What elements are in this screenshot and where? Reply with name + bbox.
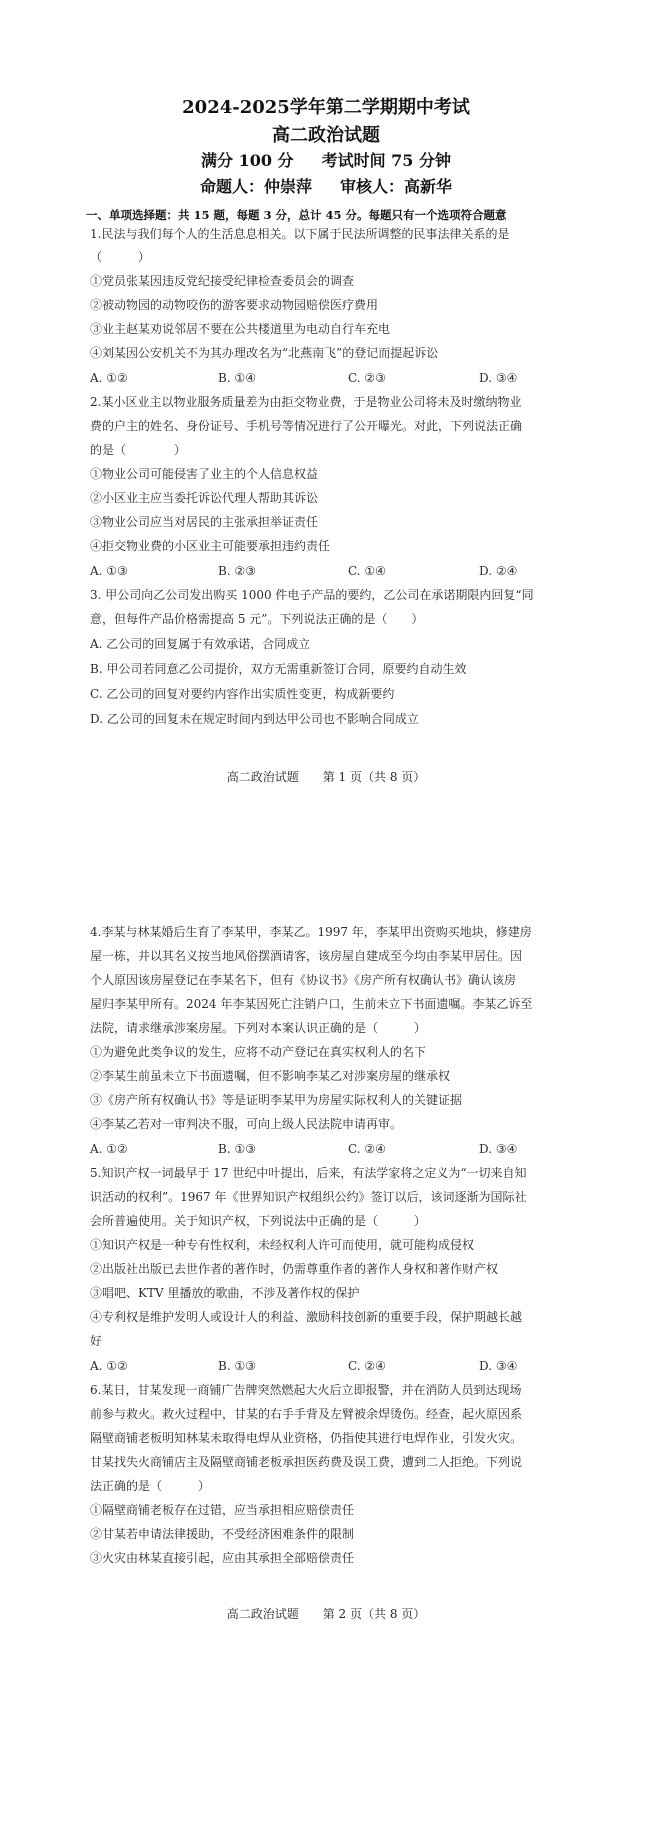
option-d[interactable]: D. ②④ [479, 564, 518, 578]
q5-stem: 5.知识产权一词最早于 17 世纪中叶提出，后来，有法学家将之定义为“一切来自知 [90, 1166, 527, 1180]
option-c[interactable]: C. ②④ [348, 1142, 386, 1156]
exam-subject: 高二政治试题 [272, 125, 380, 146]
exam-authors [0, 174, 652, 197]
q5-item: ①知识产权是一种专有性权利，未经权利人许可而使用，就可能构成侵权 [90, 1238, 475, 1252]
q1-item: ①党员张某因违反党纪接受纪律检查委员会的调查 [90, 274, 355, 288]
q2-item: ①物业公司可能侵害了业主的个人信息权益 [90, 467, 319, 481]
q5-item: ②出版社出版已去世作者的著作时，仍需尊重作者的著作人身权和著作财产权 [90, 1262, 499, 1276]
page-footer: 高二政治试题 第 1 页（共 8 页） [226, 770, 426, 784]
page-footer: 高二政治试题 第 2 页（共 8 页） [226, 1607, 426, 1621]
option-b[interactable]: B. ①④ [218, 371, 256, 385]
q6-item: ③火灾由林某直接引起，应由其承担全部赔偿责任 [90, 1551, 355, 1565]
q6-item: ①隔壁商铺老板存在过错，应当承担相应赔偿责任 [90, 1503, 355, 1517]
q3-stem: 3. 甲公司向乙公司发出购买 1000 件电子产品的要约，乙公司在承诺期限内回复“同 [90, 588, 534, 602]
q1-item: ④刘某因公安机关不为其办理改名为“北燕南飞”的登记而提起诉讼 [90, 346, 439, 360]
option-b[interactable]: B. ①③ [218, 1359, 256, 1373]
q2-item: ②小区业主应当委托诉讼代理人帮助其诉讼 [90, 491, 319, 505]
q3-option-a[interactable]: A. 乙公司的回复属于有效承诺，合同成立 [90, 637, 311, 651]
q2-stem: 的是（ ） [90, 443, 187, 457]
q1-stem: 1.民法与我们每个人的生活息息相关。以下属于民法所调整的民事法律关系的是 [90, 227, 510, 241]
option-a[interactable]: A. ①③ [90, 564, 128, 578]
q4-item: ②李某生前虽未立下书面遗嘱，但不影响李某乙对涉案房屋的继承权 [90, 1069, 451, 1083]
q3-option-d[interactable]: D. 乙公司的回复未在规定时间内到达甲公司也不影响合同成立 [90, 712, 419, 726]
q6-stem: 6.某日，甘某发现一商铺广告牌突然燃起大火后立即报警，并在消防人员到达现场 [90, 1383, 522, 1397]
q6-stem: 前参与救火。救火过程中，甘某的右手手背及左臂被余焊烫伤。经查，起火原因系 [90, 1407, 523, 1421]
option-a[interactable]: A. ①② [90, 1142, 128, 1156]
exam-page-1 [0, 0, 652, 880]
q1-item: ③业主赵某劝说邻居不要在公共楼道里为电动自行车充电 [90, 322, 391, 336]
exam-title: 2024-2025学年第二学期期中考试 [182, 97, 470, 118]
q3-option-c[interactable]: C. 乙公司的回复对要约内容作出实质性变更，构成新要约 [90, 687, 395, 701]
option-b[interactable]: B. ②③ [218, 564, 256, 578]
q6-stem: 隔壁商铺老板明知林某未取得电焊从业资格，仍指使其进行电焊作业，引发火灾。 [90, 1431, 523, 1445]
exam-page-2 [0, 880, 652, 1842]
q2-item: ③物业公司应当对居民的主张承担举证责任 [90, 515, 319, 529]
option-a[interactable]: A. ①② [90, 371, 128, 385]
option-c[interactable]: C. ②③ [348, 371, 386, 385]
q4-stem: 4.李某与林某婚后生育了李某甲，李某乙。1997 年，李某甲出资购买地块，修建房 [90, 925, 532, 939]
option-c[interactable]: C. ②④ [348, 1359, 386, 1373]
full-score: 满分 100 分 [201, 151, 294, 170]
option-d[interactable]: D. ③④ [479, 1142, 518, 1156]
q4-stem: 法院，请求继承涉案房屋。下列对本案认识正确的是（ ） [90, 1021, 427, 1035]
q4-stem: 屋一栋，并以其名义按当地风俗摆酒请客，该房屋自建成至今均由李某甲居住。因 [90, 949, 523, 963]
q4-item: ③《房产所有权确认书》等是证明李某甲为房屋实际权利人的关键证据 [90, 1093, 463, 1107]
q5-stem: 会所普遍使用。关于知识产权，下列说法中正确的是（ ） [90, 1214, 427, 1228]
section-heading: 一、单项选择题：共 15 题，每题 3 分，总计 45 分。每题只有一个选项符合题意 [86, 208, 507, 222]
q6-stem: 法正确的是（ ） [90, 1479, 211, 1493]
q1-item: ②被动物园的动物咬伤的游客要求动物园赔偿医疗费用 [90, 298, 379, 312]
q2-item: ④拒交物业费的小区业主可能要承担违约责任 [90, 539, 331, 553]
question-author: 命题人：仲崇萍 [199, 177, 312, 196]
q2-stem: 2.某小区业主以物业服务质量差为由拒交物业费，于是物业公司将未及时缴纳物业 [90, 395, 522, 409]
q5-stem: 识活动的权利”。1967 年《世界知识产权组织公约》签订以后，该词逐渐为国际社 [90, 1190, 527, 1204]
q3-option-b[interactable]: B. 甲公司若同意乙公司提价，双方无需重新签订合同，原要约自动生效 [90, 662, 467, 676]
option-c[interactable]: C. ①④ [348, 564, 386, 578]
q4-stem: 个人原因该房屋登记在李某名下，但有《协议书》《房产所有权确认书》确认该房 [90, 973, 517, 987]
option-d[interactable]: D. ③④ [479, 1359, 518, 1373]
q4-item: ①为避免此类争议的发生，应将不动产登记在真实权利人的名下 [90, 1045, 427, 1059]
q6-stem: 甘某找失火商铺店主及隔壁商铺老板承担医药费及误工费，遭到二人拒绝。下列说 [90, 1455, 523, 1469]
q5-item: ④专利权是维护发明人或设计人的利益、激励科技创新的重要手段，保护期越长越 [90, 1310, 523, 1324]
option-d[interactable]: D. ③④ [479, 371, 518, 385]
option-b[interactable]: B. ①③ [218, 1142, 256, 1156]
q5-item: ③唱吧、KTV 里播放的歌曲，不涉及著作权的保护 [90, 1286, 360, 1300]
q6-item: ②甘某若申请法律援助，不受经济困难条件的限制 [90, 1527, 355, 1541]
q3-stem: 意，但每件产品价格需提高 5 元”。下列说法正确的是（ ） [90, 612, 424, 626]
q5-item-cont: 好 [90, 1334, 103, 1348]
q4-item: ④李某乙若对一审判决不服，可向上级人民法院申请再审。 [90, 1117, 403, 1131]
exam-score-time [0, 148, 652, 171]
q1-blank: （ ） [90, 250, 151, 264]
q4-stem: 屋归李某甲所有。2024 年李某因死亡注销户口，生前未立下书面遗嘱。李某乙诉至 [90, 997, 533, 1011]
question-reviewer: 审核人：高新华 [340, 177, 453, 196]
exam-duration: 考试时间 75 分钟 [321, 151, 451, 170]
option-a[interactable]: A. ①② [90, 1359, 128, 1373]
q2-stem: 费的户主的姓名、身份证号、手机号等情况进行了公开曝光。对此，下列说法正确 [90, 419, 523, 433]
